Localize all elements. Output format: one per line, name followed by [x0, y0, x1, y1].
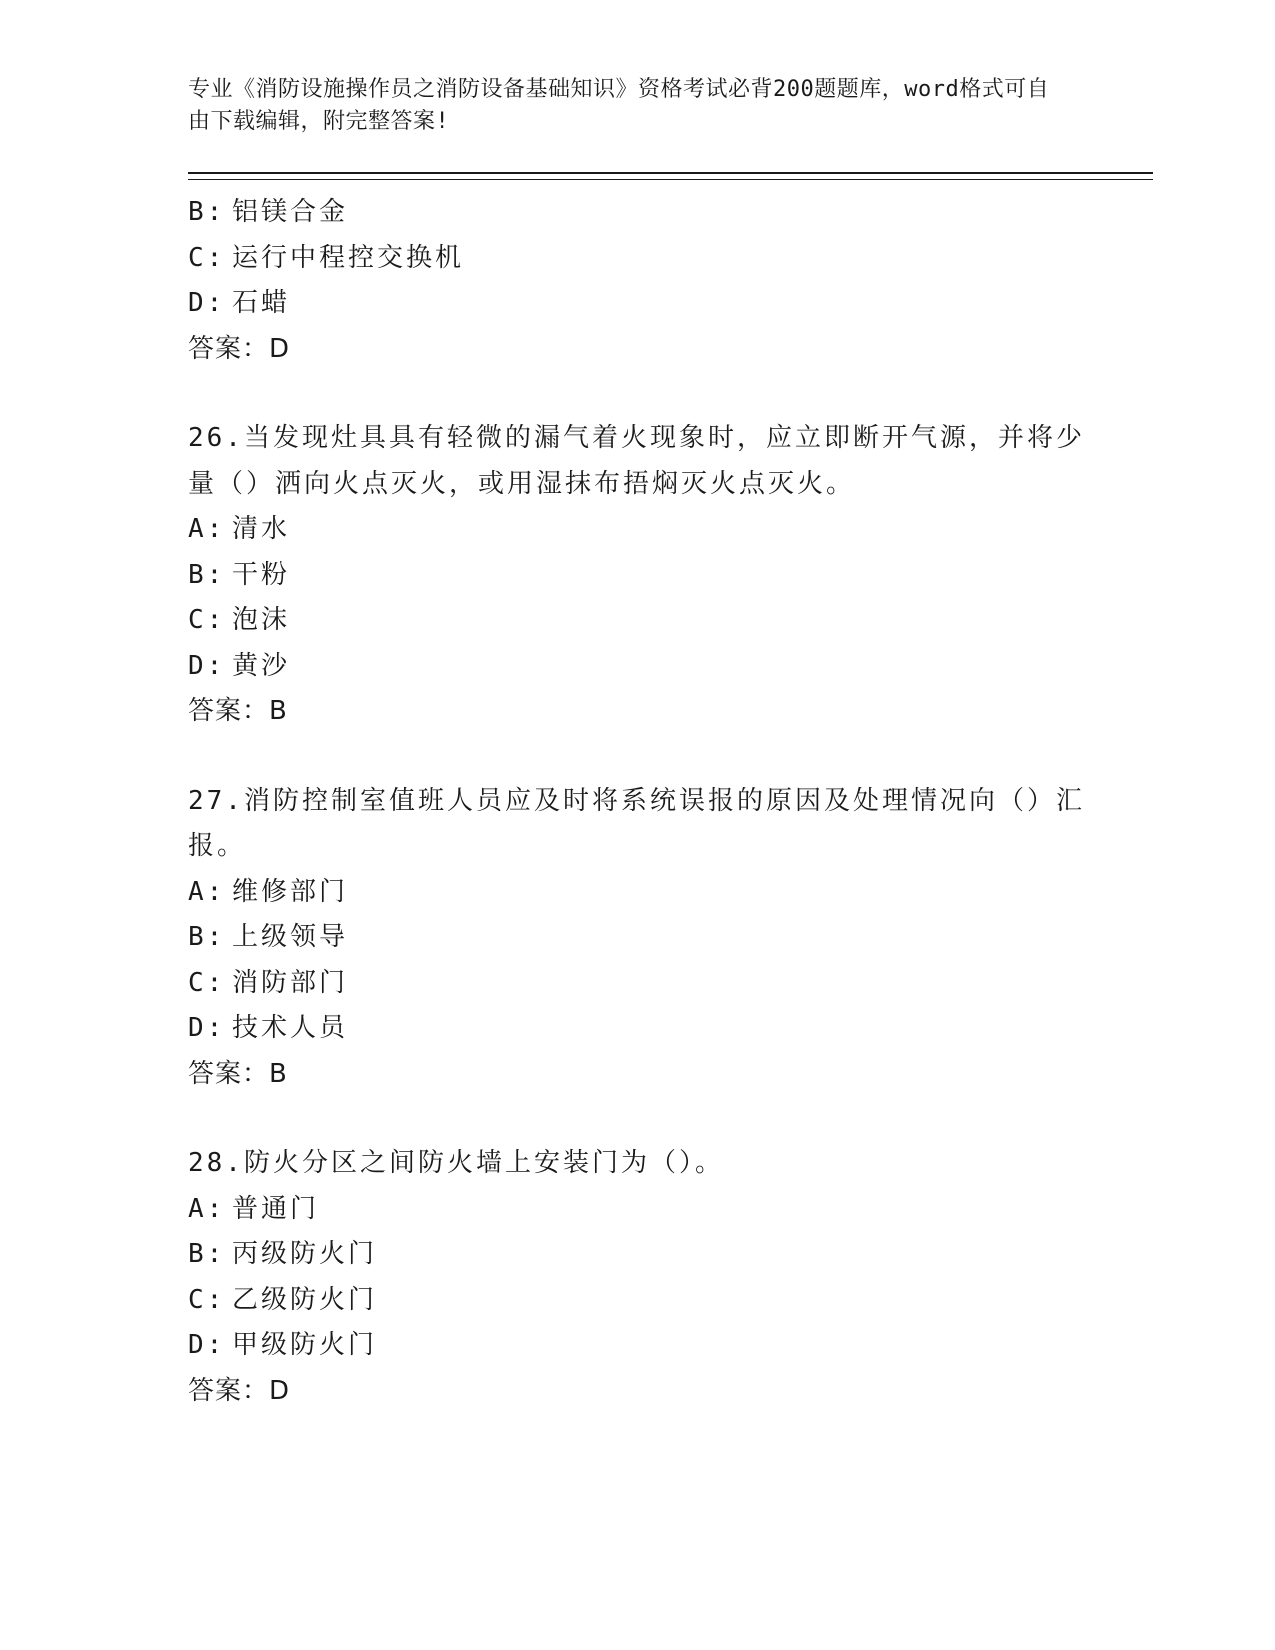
option-text: 乙级防火门	[232, 1284, 378, 1315]
answer-line: 答案：D	[188, 1375, 291, 1406]
question-26	[188, 416, 1153, 735]
option-letter: B:	[188, 197, 226, 227]
option-text: 铝镁合金	[232, 197, 349, 227]
question-number: 27.	[188, 785, 244, 816]
option-letter: C:	[188, 242, 226, 273]
option-letter: B:	[188, 559, 226, 590]
option-b	[188, 190, 1153, 236]
option-text: 泡沫	[232, 605, 291, 635]
option-letter: B:	[188, 1239, 226, 1269]
option-text: 石蜡	[232, 288, 291, 318]
document-header: 专业《消防设施操作员之消防设备基础知识》资格考试必背200题题库，word格式可自由下载编辑，附完整答案!	[188, 77, 1050, 134]
option-a	[188, 870, 1153, 916]
option-b	[188, 915, 1153, 961]
option-letter: C:	[188, 1284, 226, 1315]
option-letter: D:	[188, 1013, 226, 1043]
option-a	[188, 507, 1153, 553]
question-text	[188, 1141, 1088, 1187]
option-text: 丙级防火门	[232, 1239, 378, 1269]
spacer	[188, 735, 1153, 779]
option-d	[188, 281, 1153, 327]
question-body: 防火分区之间防火墙上安装门为（）。	[243, 1148, 724, 1178]
option-text: 运行中程控交换机	[232, 242, 465, 273]
option-c	[188, 961, 1153, 1007]
option-letter: D:	[188, 288, 226, 318]
question-fragment	[188, 190, 1153, 372]
header-divider	[188, 172, 1153, 180]
spacer	[188, 372, 1153, 416]
option-letter: A:	[188, 1193, 226, 1224]
option-text: 清水	[232, 514, 291, 544]
option-letter: A:	[188, 514, 226, 544]
option-d	[188, 1323, 1153, 1369]
option-letter: D:	[188, 650, 226, 681]
question-28	[188, 1141, 1153, 1414]
question-27	[188, 779, 1153, 1098]
option-c	[188, 1278, 1153, 1324]
option-text: 消防部门	[232, 967, 349, 998]
question-body: 消防控制室值班人员应及时将系统误报的原因及处理情况向（）汇报。	[188, 785, 1085, 861]
option-letter: B:	[188, 922, 226, 952]
question-number: 28.	[188, 1148, 244, 1178]
option-text: 甲级防火门	[232, 1330, 378, 1360]
option-d	[188, 644, 1153, 690]
spacer	[188, 1097, 1153, 1141]
option-text: 技术人员	[232, 1013, 349, 1043]
question-number: 26.	[188, 423, 244, 453]
option-text: 黄沙	[232, 650, 291, 681]
option-letter: C:	[188, 605, 226, 635]
question-text	[188, 416, 1088, 507]
option-text: 普通门	[232, 1193, 320, 1224]
option-text: 维修部门	[232, 876, 349, 907]
answer-line: 答案：D	[188, 333, 291, 364]
question-text	[188, 779, 1088, 870]
option-text: 干粉	[232, 559, 291, 590]
question-list	[188, 190, 1153, 1414]
option-b	[188, 1232, 1153, 1278]
option-text: 上级领导	[232, 922, 349, 952]
option-letter: C:	[188, 967, 226, 998]
option-c	[188, 236, 1153, 282]
document-page	[188, 74, 1153, 1414]
option-a	[188, 1187, 1153, 1233]
question-body: 当发现灶具具有轻微的漏气着火现象时，应立即断开气源，并将少量（）洒向火点灭火，或用湿抹布捂焖灭火点灭火。	[188, 423, 1085, 499]
option-letter: A:	[188, 876, 226, 907]
option-c	[188, 598, 1153, 644]
answer-line: 答案：B	[188, 1058, 288, 1089]
answer-line: 答案：B	[188, 696, 288, 726]
option-d	[188, 1006, 1153, 1052]
option-letter: D:	[188, 1330, 226, 1360]
option-b	[188, 553, 1153, 599]
